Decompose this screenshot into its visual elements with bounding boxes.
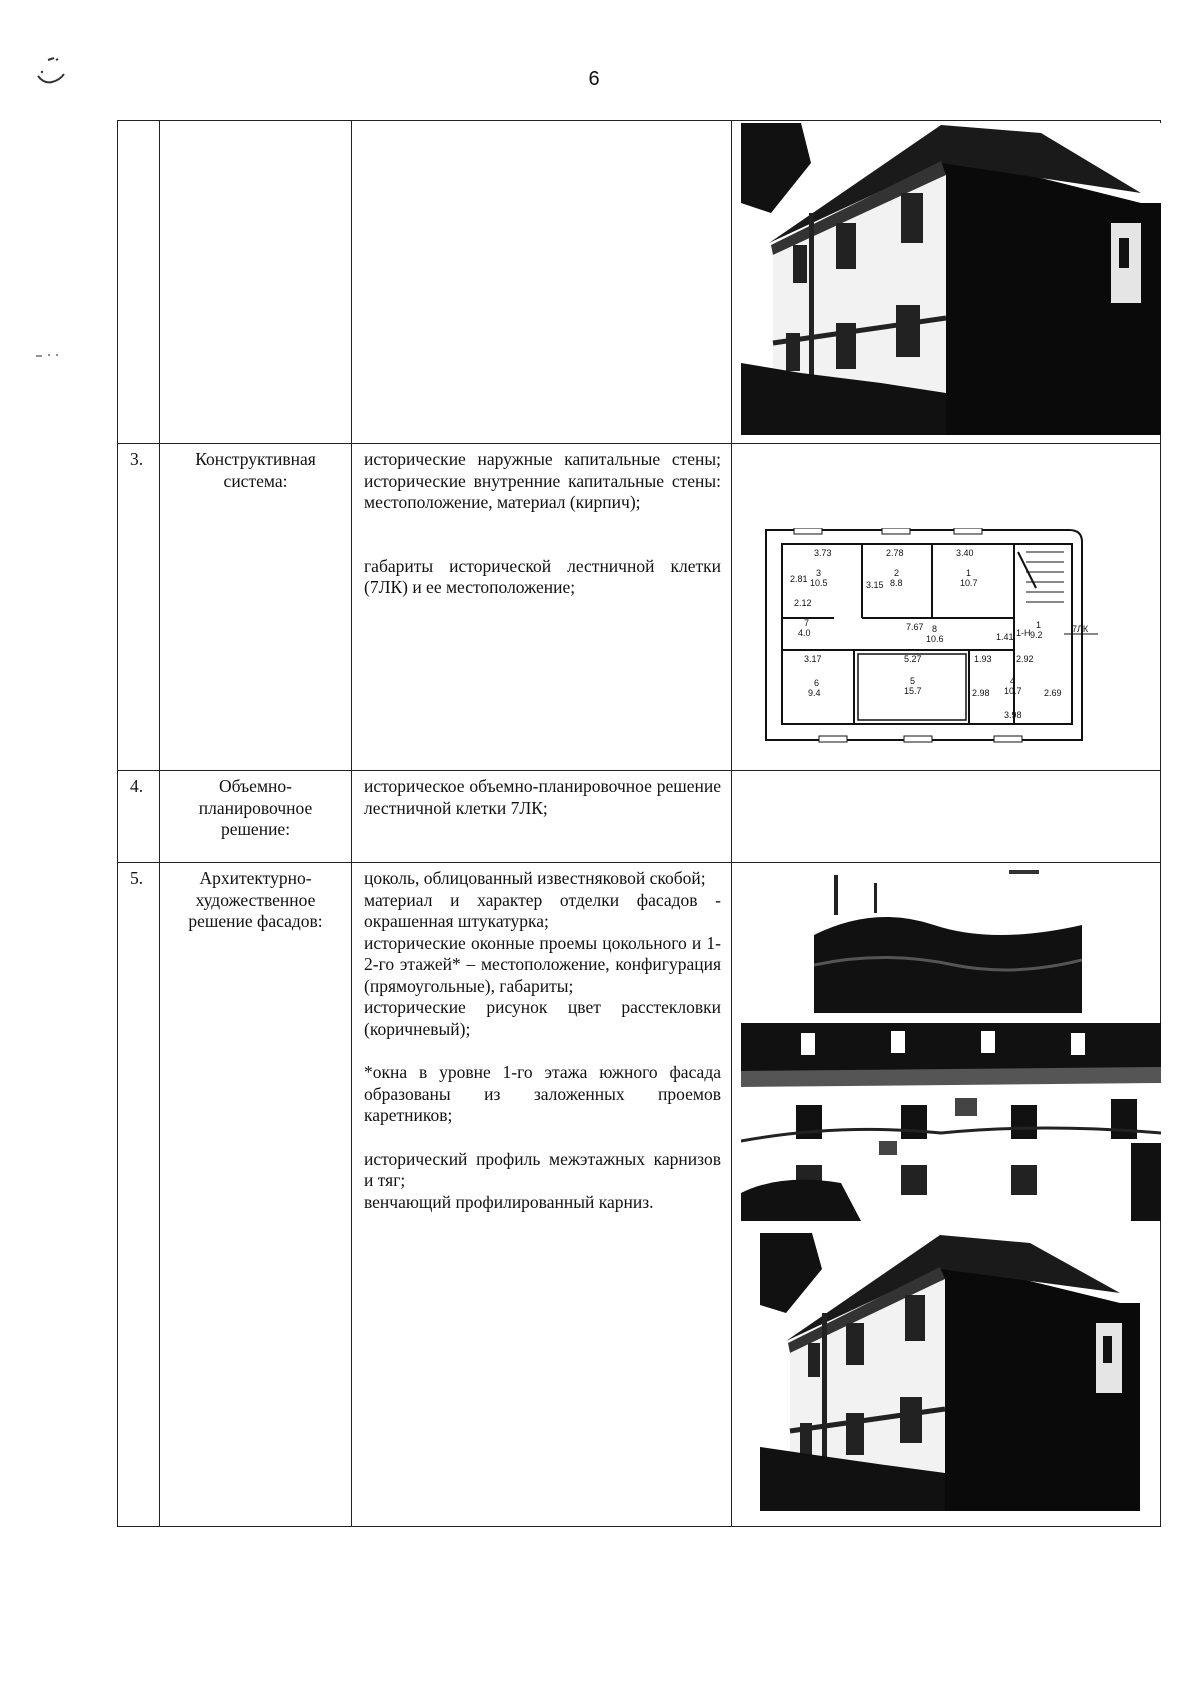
description-paragraph: габариты исторической лестничной клетки (7ЛК) и ее местоположение; [364,555,721,597]
plan-stair-label: 7ЛК [1072,624,1089,634]
row-description-cell [352,121,732,444]
row-description-cell [352,444,732,771]
row-number-cell: 5. [118,863,160,1527]
plinth-photo [814,865,1082,1013]
plan-dim: 2.81 [790,574,808,584]
building-photo-corner-view [741,123,1161,435]
plan-room-area: 4.0 [798,628,811,638]
plan-room-area: 8.8 [890,578,903,588]
table-row-4 [118,771,1161,863]
row-image-cell [732,121,1161,444]
plan-dim: 2.78 [886,548,904,558]
description-paragraph: исторические наружные капитальные стены; исторические внутренние капитальные стены: местоположение, материал (кирпич); [364,449,721,512]
row-name-cell [160,121,352,444]
plan-dim: 3.15 [866,580,884,590]
plan-room-area: 9.2 [1030,630,1043,640]
plan-room-no: 1 [1036,620,1042,630]
plan-dim: 7.67 [906,622,924,632]
row-number-cell: 3. [118,444,160,771]
plan-dim: 2.12 [794,598,812,608]
heritage-items-table [117,120,1161,1527]
floor-plan-drawing [764,528,1100,750]
description-paragraph: исторический профиль межэтажных карнизов и тяг; [364,1148,721,1190]
row-description-cell [352,771,732,863]
plan-door-label: 1-Н [1016,628,1031,638]
plan-dim: 5.27 [904,654,922,664]
row-description-cell [352,863,732,1527]
plan-room-area: 10.5 [810,578,828,588]
plan-room-no: 2 [894,568,900,578]
row-name-cell: Конструктивная система: [160,444,352,771]
description-paragraph: исторические оконные проемы цокольного и 1-2-го этажей* – местоположение, конфигурация (прямоугольные), габариты; [364,932,721,996]
plan-dim: 2.92 [1016,654,1034,664]
plan-dim: 3.73 [814,548,832,558]
description-paragraph: исторические рисунок цвет расстекловки (коричневый); [364,997,721,1039]
plan-room-area: 10.7 [1004,686,1022,696]
plan-room-no: 7 [804,618,810,628]
row-number-cell: 4. [118,771,160,863]
description-paragraph: *окна в уровне 1-го этажа южного фасада образованы из заложенных проемов каретников; [364,1062,721,1125]
building-photo-corner-view-2 [760,1233,1140,1511]
page-number: 6 [588,68,600,90]
plan-dim: 1.41 [996,632,1014,642]
table-row-5 [118,863,1161,1527]
plan-dim: 3.40 [956,548,974,558]
plan-room-area: 9.4 [808,688,821,698]
table-row-3 [118,444,1161,771]
plan-room-no: 4 [1010,676,1016,686]
description-paragraph: материал и характер отделки фасадов - окрашенная штукатурка; [364,889,721,931]
table-row-continuation [118,121,1161,444]
row-image-cell [732,863,1161,1527]
plan-room-area: 15.7 [904,686,922,696]
plan-room-no: 5 [910,676,916,686]
scan-artifact-dash [36,352,62,358]
row-image-cell [732,771,1161,863]
plan-dim: 3.17 [804,654,822,664]
plan-dim: 3.98 [1004,710,1022,720]
description-paragraph: цоколь, облицованный известняковой скобой; [364,868,706,888]
row-name-cell: Архитектурно-художественное решение фасадов: [160,863,352,1527]
plan-dim: 2.98 [972,688,990,698]
plan-room-no: 6 [814,678,820,688]
plan-dim: 2.69 [1044,688,1062,698]
row-name-cell: Объемно-планировочное решение: [160,771,352,863]
plan-room-no: 8 [932,624,938,634]
plan-room-area: 10.6 [926,634,944,644]
plan-room-no: 3 [816,568,822,578]
description-paragraph: венчающий профилированный карниз. [364,1191,654,1212]
row-number-cell [118,121,160,444]
row-image-cell [732,444,1161,771]
description-paragraph: историческое объемно-планировочное решение лестничной клетки 7ЛК; [364,776,721,818]
plan-room-area: 10.7 [960,578,978,588]
south-facade-photo [741,1023,1161,1221]
plan-room-no: 1 [966,568,972,578]
plan-dim: 1.93 [974,654,992,664]
